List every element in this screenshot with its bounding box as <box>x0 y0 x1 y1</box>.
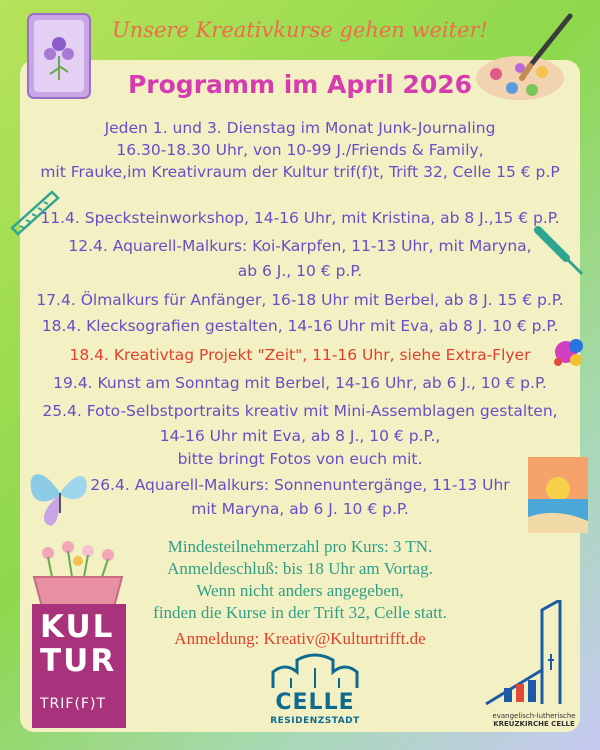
info-line: Wenn nicht anders angegeben, <box>196 581 404 600</box>
program-line: mit Maryna, ab 6 J. 10 € p.P. <box>191 500 409 518</box>
celle-logo-sub: RESIDENZSTADT <box>270 716 360 726</box>
church-logo-line: evangelisch-lutherische <box>492 712 576 720</box>
program-line-highlight: 18.4. Kreativtag Projekt "Zeit", 11-16 Uhr, siehe Extra-Flyer <box>69 346 531 364</box>
program-line: 25.4. Foto-Selbstportraits kreativ mit Mini-Assemblagen gestalten, <box>42 402 558 420</box>
headline: Unsere Kreativkurse gehen weiter! <box>112 18 488 42</box>
program-line: 17.4. Ölmalkurs für Anfänger, 16-18 Uhr mit Berbel, ab 8 J. 15 € p.P. <box>36 291 564 309</box>
info-line: Anmeldeschluß: bis 18 Uhr am Vortag. <box>167 559 433 578</box>
kultur-logo-line: KUL <box>40 609 115 645</box>
kultur-trifft-logo <box>32 604 126 728</box>
celle-logo <box>250 650 380 730</box>
church-icon <box>482 600 586 710</box>
program-line: 16.30-18.30 Uhr, von 10-99 J./Friends & Family, <box>116 141 484 159</box>
church-logo-line: KREUZKIRCHE CELLE <box>493 720 575 728</box>
program-line: 11.4. Specksteinworkshop, 14-16 Uhr, mit Kristina, ab 8 J.,15 € p.P. <box>40 209 560 227</box>
program-line: 18.4. Klecksografien gestalten, 14-16 Uhr mit Eva, ab 8 J. 10 € p.P. <box>41 317 559 335</box>
page-title: Programm im April 2026 <box>127 70 473 99</box>
program-line: Jeden 1. und 3. Dienstag im Monat Junk-Journaling <box>104 119 496 137</box>
program-line: 14-16 Uhr mit Eva, ab 8 J., 10 € p.P., <box>159 427 441 445</box>
celle-building-icon <box>265 650 365 690</box>
contact-email[interactable]: Anmeldung: Kreativ@Kulturtrifft.de <box>174 629 426 648</box>
program-line: 12.4. Aquarell-Malkurs: Koi-Karpfen, 11-13 Uhr, mit Maryna, <box>68 237 532 255</box>
program-line: ab 6 J., 10 € p.P. <box>237 262 363 280</box>
program-line: mit Frauke,im Kreativraum der Kultur trif(f)t, Trift 32, Celle 15 € p.P <box>40 163 560 181</box>
kreuzkirche-logo <box>482 600 586 730</box>
program-line: 19.4. Kunst am Sonntag mit Berbel, 14-16 Uhr, ab 6 J., 10 € p.P. <box>53 374 547 392</box>
kultur-logo-line: TRIF(F)T <box>40 696 106 712</box>
celle-logo-name: CELLE <box>275 690 355 715</box>
program-line: bitte bringt Fotos von euch mit. <box>177 450 423 468</box>
info-line: Mindesteilnehmerzahl pro Kurs: 3 TN. <box>167 537 433 556</box>
info-line: finden die Kurse in der Trift 32, Celle statt. <box>153 603 447 622</box>
program-line: 26.4. Aquarell-Malkurs: Sonnenuntergänge, 11-13 Uhr <box>90 476 510 494</box>
kultur-logo-line: TUR <box>40 643 117 679</box>
